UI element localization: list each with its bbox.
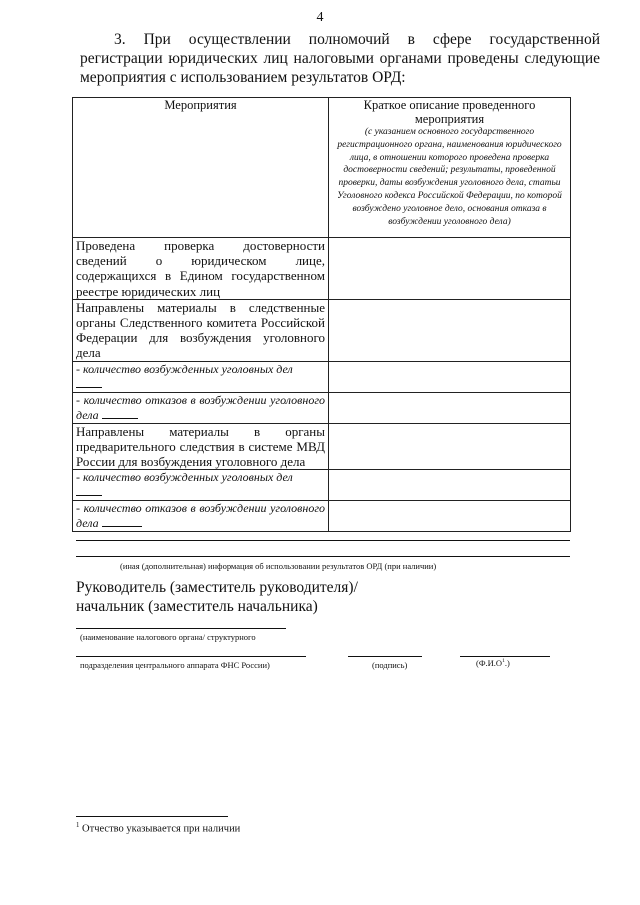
table-row [73,361,571,392]
table-row [73,299,571,361]
description-cell [329,238,571,300]
footnote: $^1$ Отчество указывается при наличии [76,822,241,835]
fio-line [460,656,550,657]
footnote-separator [76,816,228,817]
blank-line [76,377,102,388]
dept-line [76,656,306,657]
col-header-activities: Мероприятия [73,98,329,238]
signatory-title-line2: начальник (заместитель начальника) [76,598,318,615]
section-intro: 3. При осуществлении полномочий в сфере государственной регистрации юридических лиц налоговыми органами проведены следующие мероприятия с использованием результатов ОРД: [80,31,600,86]
table-header-row [73,98,571,238]
activity-cell: Проведена проверка достоверности сведений о юридическом лице, содержащихся в Едином государственном реестре юридических лиц [73,238,329,300]
dept-caption: подразделения центрального аппарата ФНС России) [80,660,270,670]
table-row [73,392,571,423]
activity-cell: - количество отказов в возбуждении уголовного дела [73,501,329,532]
ord-table [72,97,571,532]
fio-footnote-ref: 1 [502,658,505,665]
blank-line [76,485,102,496]
signatory-title-line1: Руководитель (заместитель руководителя)/ [76,579,358,596]
blank-line [102,408,138,419]
description-cell [329,470,571,501]
blank-line [102,516,142,527]
activity-cell: - количество возбужденных уголовных дел [73,470,329,501]
table-row [73,501,571,532]
description-cell [329,392,571,423]
col-header-description-title: Краткое описание проведенного мероприятия [363,98,536,126]
description-cell [329,423,571,470]
col-header-description [329,98,571,238]
extra-info-line-1 [76,540,570,541]
col-header-description-note: (с указанием основного государственного регистрационного органа, наименования юридического лица, в отношении которого проведена проверка достоверности сведений; результаты, проведенной проверки, даты возбуждения уголовного дела, статьи Уголовного кодекса Российской Федерации, по которой возбуждено уголовное дело, основания отказа в возбуждении уголовного дела) [337,127,562,227]
table-row [73,470,571,501]
table-row [73,423,571,470]
extra-info-caption: (иная (дополнительная) информация об использовании результатов ОРД (при наличии) [120,561,437,571]
activity-cell: - количество возбужденных уголовных дел [73,361,329,392]
org-name-line [76,628,286,629]
description-cell [329,361,571,392]
activity-cell: Направлены материалы в органы предварительного следствия в системе МВД России для возбуждения уголовного дела [73,423,329,470]
activity-cell: Направлены материалы в следственные органы Следственного комитета Российской Федерации для возбуждения уголовного дела [73,299,329,361]
signature-caption: (подпись) [372,660,408,670]
extra-info-line-2 [76,556,570,557]
description-cell [329,501,571,532]
activity-cell: - количество отказов в возбуждении уголовного дела [73,392,329,423]
footnote-mark: 1 [76,822,80,829]
signatory-block [76,578,358,616]
table-row [73,238,571,300]
org-name-caption: (наименование налогового органа/ структурного [80,632,256,642]
page-number: 4 [316,10,324,25]
signature-line [348,656,422,657]
description-cell [329,299,571,361]
fio-caption: $(Ф.И.О^1.)$ [476,658,510,668]
